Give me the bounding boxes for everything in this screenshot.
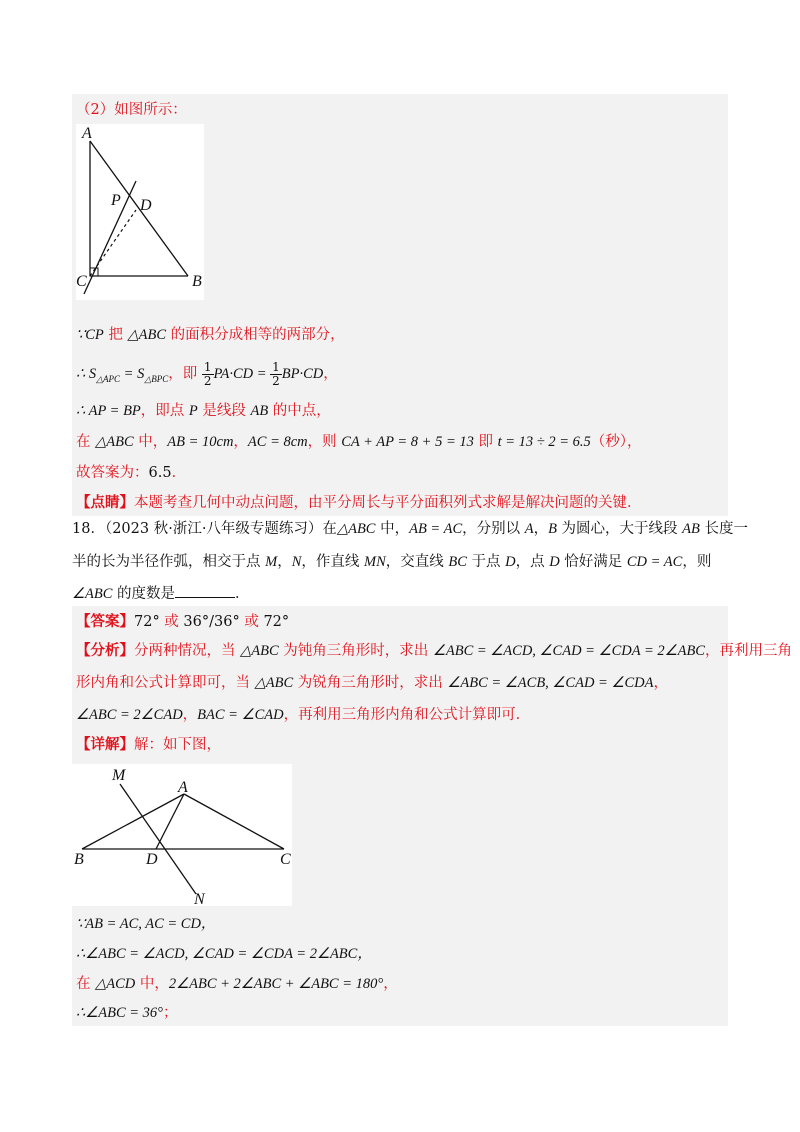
- q18-analysis-1: 【分析】分两种情况，当 △ABC 为钝角三角形时，求出 ∠ABC = ∠ACD, ∠CAD = ∠CDA = 2∠ABC，再利用三角: [76, 642, 792, 659]
- part2-line4: 在 △ABC 中，AB = 10cm，AC = 8cm，则 CA + AP = 8 + 5 = 13 即 t = 13 ÷ 2 = 6.5（秒），: [76, 434, 642, 450]
- label-b: B: [192, 273, 202, 290]
- figure-triangle-apdcb: [76, 124, 204, 300]
- q18-analysis-3: ∠ABC = 2∠CAD，BAC = ∠CAD，再利用三角形内角和公式计算即可．: [76, 707, 531, 723]
- q18-analysis-2: 形内角和公式计算即可，当 △ABC 为锐角三角形时，求出 ∠ABC = ∠ACB, ∠CAD = ∠CDA，: [76, 675, 668, 691]
- label-m: M: [112, 767, 126, 784]
- part2-line5: 故答案为：6.5．: [76, 465, 187, 481]
- label-d2: D: [146, 851, 158, 868]
- part2-line1: ∵CP 把 △ABC 的面积分成相等的两部分，: [76, 327, 345, 343]
- part2-line3: ∴ AP = BP，即点 P 是线段 AB 的中点，: [76, 403, 331, 419]
- q18-step1: ∵AB = AC, AC = CD，: [76, 916, 216, 932]
- label-d: D: [140, 197, 152, 214]
- part2-comment: 【点睛】本题考查几何中动点问题，由平分周长与平分面积列式求解是解决问题的关键．: [76, 494, 642, 511]
- q18-line1: 18．（2023 秋·浙江·八年级专题练习）在△ABC 中，AB = AC，分别以 A，B 为圆心，大于线段 AB 长度一: [72, 521, 748, 537]
- q18-step3: 在 △ACD 中，2∠ABC + 2∠ABC + ∠ABC = 180°，: [76, 976, 398, 992]
- q18-answer: 【答案】72° 或 36°/36° 或 72°: [76, 613, 290, 630]
- answer-blank: [175, 583, 235, 598]
- label-c2: C: [280, 851, 291, 868]
- figure-triangle-mabdcn: [72, 764, 292, 906]
- label-a2: A: [178, 779, 188, 796]
- label-b2: B: [74, 851, 84, 868]
- label-p: P: [111, 192, 121, 209]
- q18-step4: ∴∠ABC = 36°；: [76, 1005, 178, 1021]
- q18-line2: 半的长为半径作弧，相交于点 M，N，作直线 MN，交直线 BC 于点 D，点 D 恰好满足 CD = AC，则: [72, 554, 712, 570]
- part2-heading: （2）如图所示：: [76, 102, 187, 118]
- part2-line2: ∴ $S_{\triangle APC} = S_{\triangle BPC}$，即 $\frac{1}{2}$ PA·CD = $\frac{1}{2}$ BP·CD，: [76, 359, 338, 388]
- label-n: N: [194, 891, 205, 906]
- label-a: A: [82, 125, 92, 142]
- q18-step2: ∴∠ABC = ∠ACD, ∠CAD = ∠CDA = 2∠ABC，: [76, 946, 372, 962]
- q18-detail: 【详解】解：如下图，: [76, 736, 221, 753]
- label-c: C: [76, 273, 87, 290]
- q18-line3: ∠ABC 的度数是 ．: [72, 583, 250, 604]
